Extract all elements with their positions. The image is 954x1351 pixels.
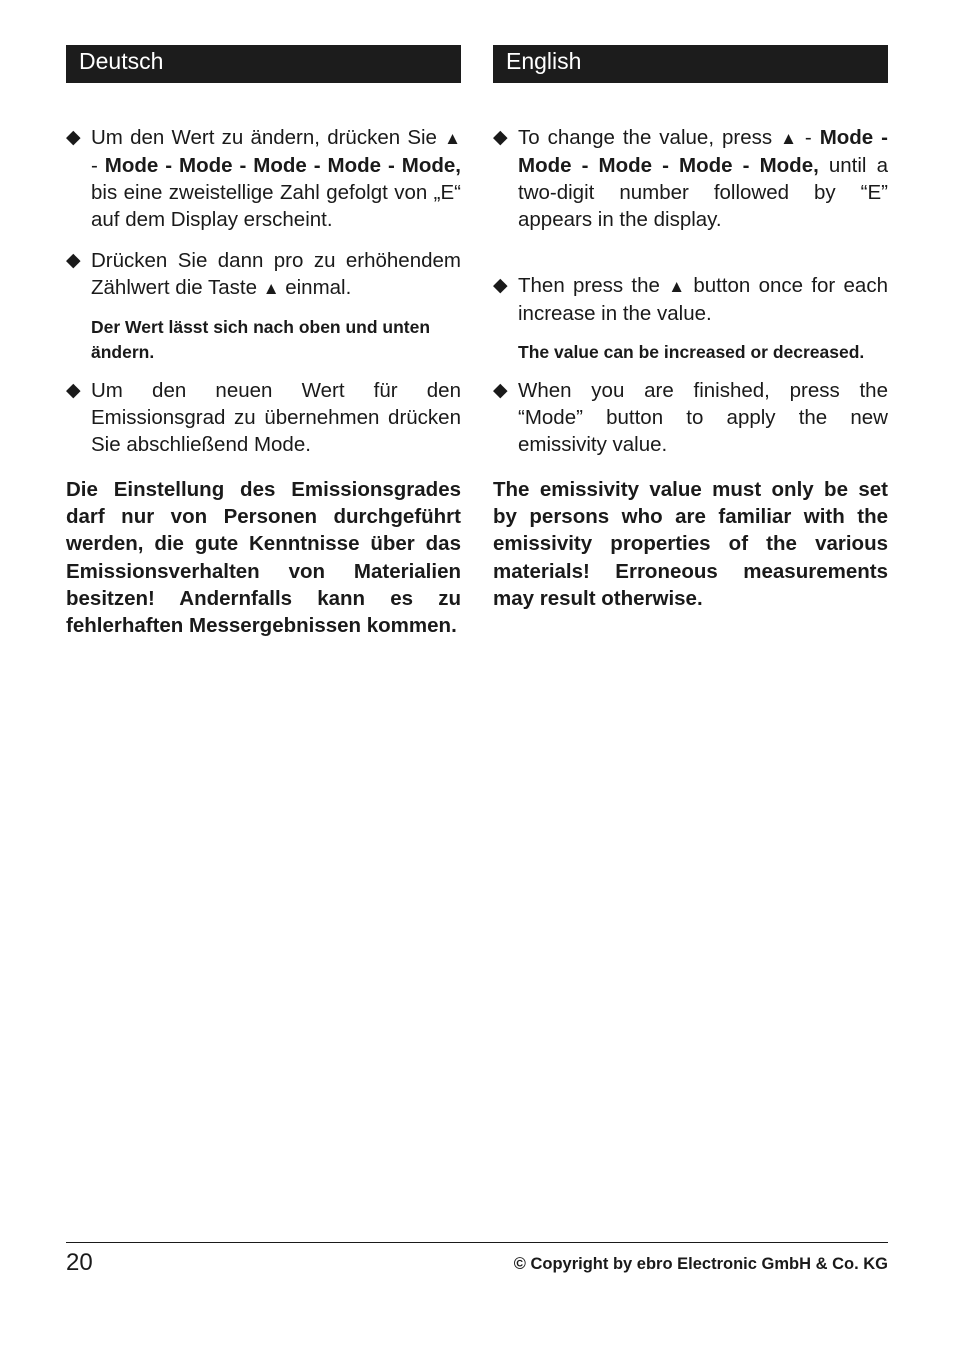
diamond-bullet-icon: ◆ — [493, 127, 508, 148]
step-3-text: Um den neuen Wert für den Emissionsgrad zu übernehmen drücken Sie abschließend Mode. — [91, 379, 461, 456]
step-3-text: When you are finished, press the “Mode” button to apply the new emissivity value. — [518, 379, 888, 456]
english-header: English — [493, 45, 888, 83]
step-2-pre: Then press the — [518, 274, 669, 297]
step-1-dash: - — [796, 126, 820, 149]
up-arrow-icon: ▲ — [444, 129, 461, 148]
english-note: The value can be increased or decreased. — [518, 342, 865, 362]
german-warning: Die Einstellung des Emissionsgrades darf nur von Personen durchgeführt werden, die gute Kenntnisse über das Emissionsverhalten von Materialien besitzen! Andernfalls kann es zu fehlerhaften Messergebnissen kommen. — [66, 478, 461, 638]
english-column — [493, 45, 888, 612]
step-2-post: einmal. — [279, 276, 352, 299]
german-step-3 — [66, 377, 461, 458]
step-1-dash: - — [91, 154, 105, 177]
english-step-3 — [493, 377, 888, 458]
diamond-bullet-icon: ◆ — [66, 127, 81, 148]
step-1-intro: Um den Wert zu ändern, drücken Sie — [91, 126, 437, 149]
english-step-1 — [493, 124, 888, 233]
german-step-1 — [66, 124, 461, 233]
step-1-rest: bis eine zweistellige Zahl gefolgt von „E“ auf dem Display erscheint. — [91, 181, 461, 231]
up-arrow-icon: ▲ — [262, 279, 280, 298]
german-column — [66, 45, 461, 639]
step-1-modes: Mode - Mode - Mode - Mode - Mode, — [518, 126, 889, 177]
diamond-bullet-icon: ◆ — [66, 380, 81, 401]
footer-divider — [66, 1242, 888, 1243]
step-2-pre: Drücken Sie dann pro zu erhöhendem Zählwert die Taste — [91, 249, 461, 299]
diamond-bullet-icon: ◆ — [493, 380, 508, 401]
diamond-bullet-icon: ◆ — [493, 275, 508, 296]
up-arrow-icon: ▲ — [780, 129, 797, 148]
step-1-rest: until a two-digit number followed by “E” appears in the display. — [518, 154, 888, 231]
step-1-modes: Mode - Mode - Mode - Mode - Mode, — [104, 154, 461, 177]
german-note: Der Wert lässt sich nach oben und unten ändern. — [91, 317, 431, 362]
page-number: 20 — [66, 1249, 93, 1276]
step-1-intro: To change the value, press — [518, 126, 781, 149]
step-2-post: button once for each increase in the value. — [518, 274, 888, 325]
up-arrow-icon: ▲ — [668, 277, 686, 296]
english-warning: The emissivity value must only be set by persons who are familiar with the emissivity properties of the various materials! Erroneous measurements may result otherwise. — [493, 478, 888, 610]
copyright-notice: © Copyright by ebro Electronic GmbH & Co. KG — [513, 1255, 888, 1273]
english-step-2 — [493, 272, 888, 327]
german-header: Deutsch — [66, 45, 461, 83]
diamond-bullet-icon: ◆ — [66, 250, 81, 271]
german-step-2 — [66, 247, 461, 302]
